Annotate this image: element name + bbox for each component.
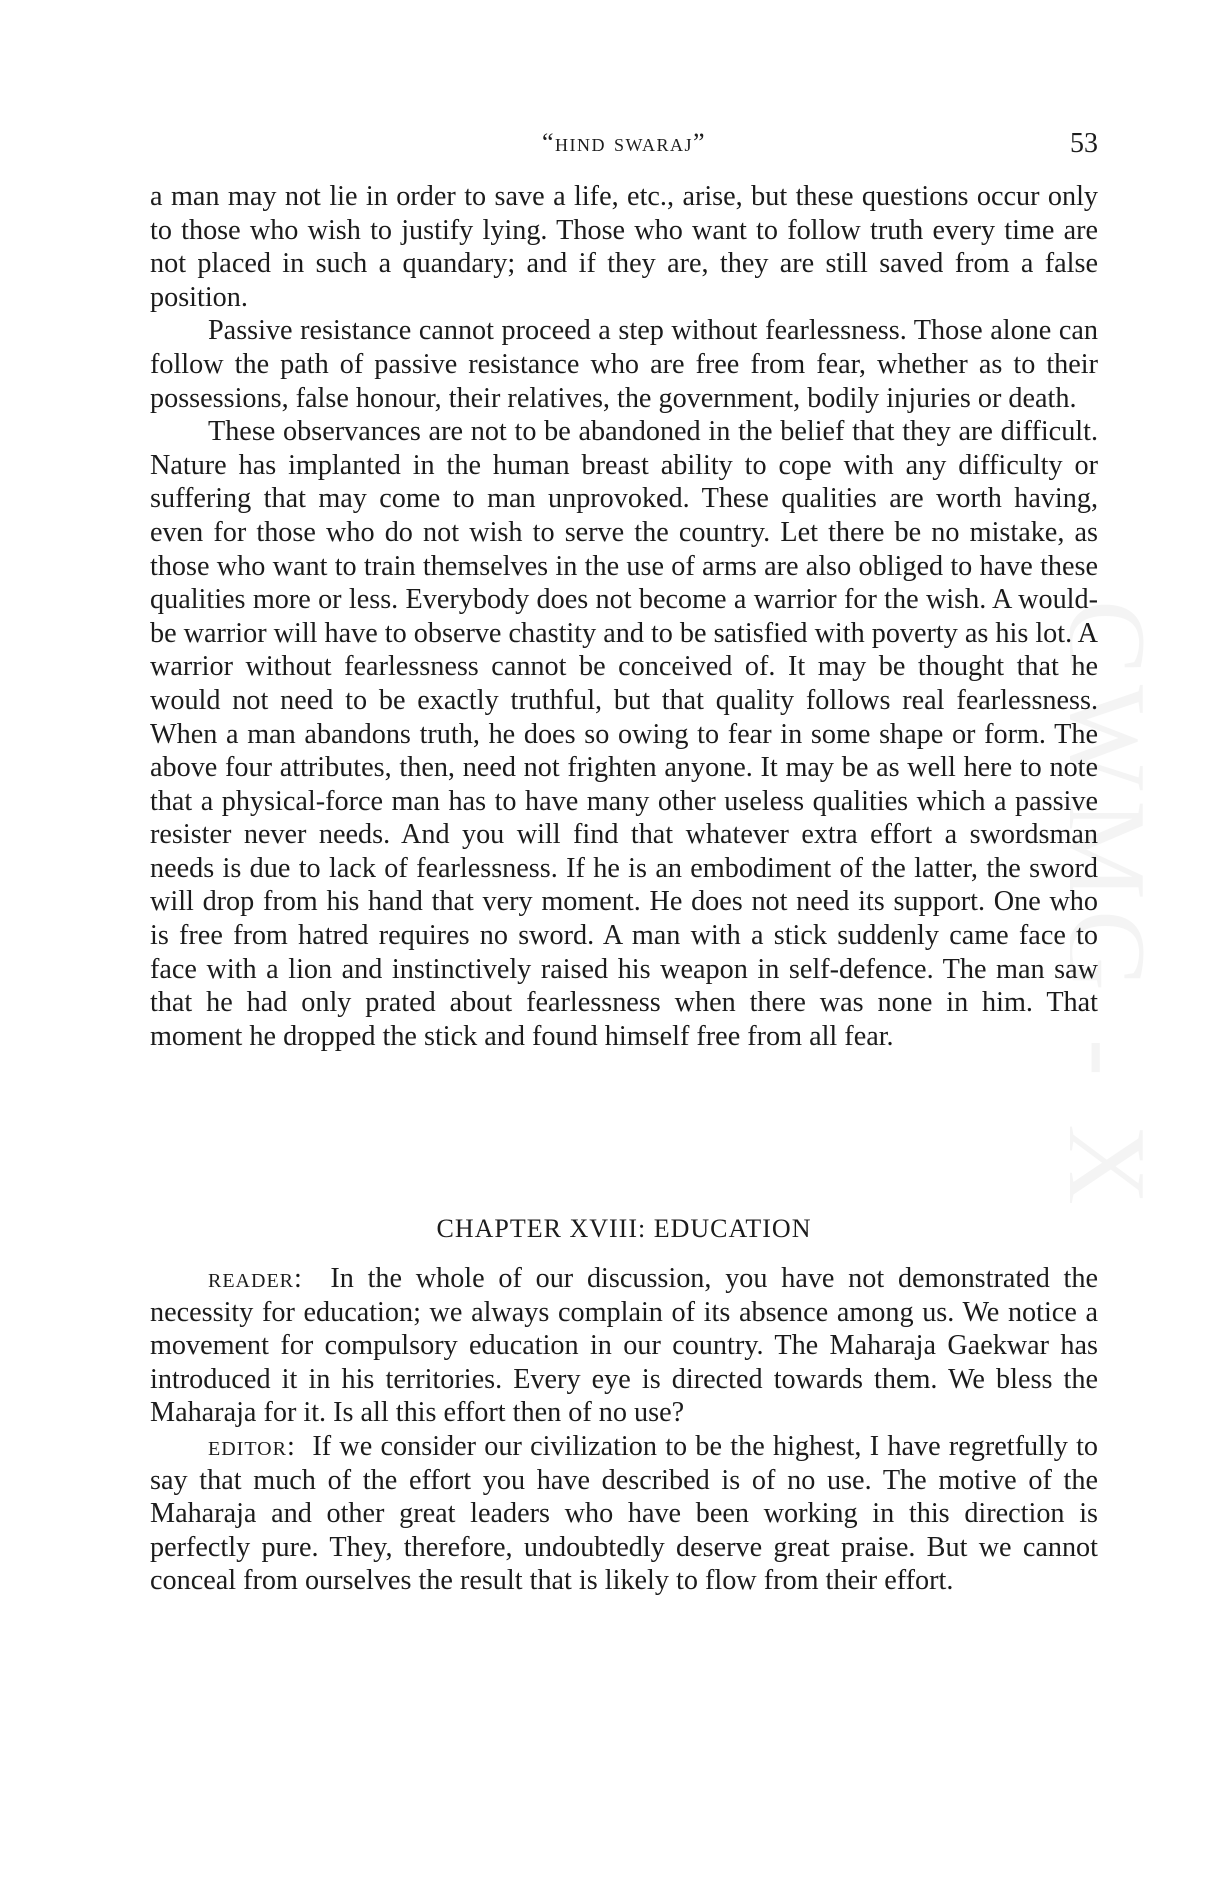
paragraph: These observances are not to be abandoned in the belief that they are difficult. Nature has implanted in the human breast ability to cope with any difficulty or suffering that may come to man unprovoked. These qualities are worth having, even for those who do not wish to serve the country. Let there be no mistake, as those who want to train themselves in the use of arms are also obliged to have these qualities more or less. Everybody does not become a warrior for the wish. A would-be warrior will have to observe chastity and to be satisfied with poverty as his lot. A warrior without fearlessness cannot be conceived of. It may be thought that he would not need to be exactly truthful, but that quality follows real fearlessness. When a man abandons truth, he does so owing to fear in some shape or form. The above four attributes, then, need not frighten anyone. It may be as well here to note that a physical-force man has to have many other useless qualities which a passive resister never needs. And you will find that whatever extra effort a swordsman needs is due to lack of fearlessness. If he is an embodiment of the latter, the sword will drop from his hand that very moment. He does not need its support. One who is free from hatred requires no sword. A man with a stick suddenly came face to face with a lion and instinctively raised his weapon in self-defence. The man saw that he had only prated about fearlessness when there was none in him. That moment he dropped the stick and found himself free from all fear. (150, 416, 1098, 1052)
speaker-label: reader: (208, 1263, 303, 1294)
dialogue-paragraph (150, 1262, 1098, 1430)
running-head (150, 128, 1098, 168)
chapter-heading: CHAPTER XVIII: EDUCATION (436, 1214, 812, 1243)
paragraph: Passive resistance cannot proceed a step without fearlessness. Those alone can follow the path of passive resistance who are free from fear, whether as to their possessions, false honour, their relatives, the government, bodily injuries or death. (150, 315, 1098, 414)
dialogue-text-span: If we consider our civilization to be the highest, I have regretfully to say that much of the effort you have described is of no use. The motive of the Maharaja and other great leaders who have been working in this direction is perfectly pure. They, therefore, undoubtedly deserve great praise. But we cannot conceal from ourselves the result that is likely to flow from their effort. (150, 1430, 1098, 1597)
dialogue-text (150, 1262, 1098, 1598)
dialogue-paragraph (150, 1430, 1098, 1598)
running-title: “hind swaraj” (541, 128, 707, 157)
body-text (150, 180, 1098, 1053)
speaker-label: editor: (208, 1430, 296, 1462)
page-number: 53 (1070, 128, 1098, 159)
dialogue-text-span: In the whole of our discussion, you have not demonstrated the necessity for education; we always complain of its absence among us. We notice a movement for compulsory education in our country. The Maharaja Gaekwar has introduced it in his territories. Every eye is directed towards them. We bless the Maharaja for it. Is all this effort then of no use? (150, 1263, 1098, 1429)
paragraph-continued: a man may not lie in order to save a life, etc., arise, but these questions occur only to those who wish to justify lying. Those who want to follow truth every time are not placed in such a quandary; and if they are, they are still saved from a false position. (150, 181, 1098, 313)
